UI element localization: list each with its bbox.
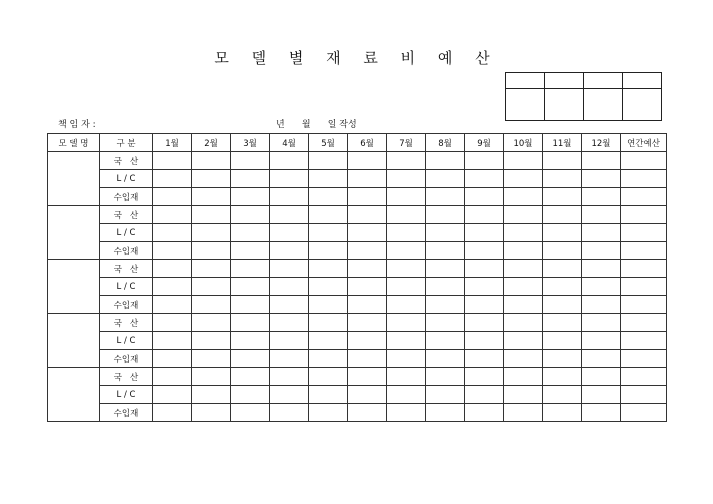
approval-sign-cell[interactable] — [584, 89, 623, 121]
month-cell[interactable] — [348, 224, 387, 242]
column-header: 4월 — [270, 134, 309, 152]
month-cell[interactable] — [543, 188, 582, 206]
month-cell[interactable] — [153, 404, 192, 422]
category-label: 국 산 — [100, 314, 153, 332]
month-cell[interactable] — [543, 368, 582, 386]
month-cell[interactable] — [231, 368, 270, 386]
month-cell[interactable] — [504, 206, 543, 224]
month-cell[interactable] — [504, 332, 543, 350]
manager-label: 책 임 자 : — [58, 120, 96, 130]
month-cell[interactable] — [153, 152, 192, 170]
category-label: 국 산 — [100, 206, 153, 224]
month-cell[interactable] — [465, 368, 504, 386]
approval-header-cell[interactable] — [545, 73, 584, 89]
approval-sign-cell[interactable] — [623, 89, 662, 121]
month-cell[interactable] — [543, 242, 582, 260]
column-header: 모 델 명 — [48, 134, 100, 152]
month-cell[interactable] — [387, 314, 426, 332]
month-cell[interactable] — [270, 332, 309, 350]
approval-header-cell[interactable] — [623, 73, 662, 89]
month-cell[interactable] — [387, 350, 426, 368]
column-header: 8월 — [426, 134, 465, 152]
month-cell[interactable] — [231, 278, 270, 296]
annual-budget-cell[interactable] — [621, 386, 667, 404]
table-row — [48, 278, 667, 296]
month-cell[interactable] — [270, 242, 309, 260]
month-cell[interactable] — [504, 350, 543, 368]
month-cell[interactable] — [504, 278, 543, 296]
month-cell[interactable] — [387, 224, 426, 242]
month-cell[interactable] — [192, 332, 231, 350]
category-label: 국 산 — [100, 260, 153, 278]
month-cell[interactable] — [387, 332, 426, 350]
month-cell[interactable] — [309, 350, 348, 368]
month-cell[interactable] — [231, 206, 270, 224]
month-cell[interactable] — [543, 296, 582, 314]
month-cell[interactable] — [582, 296, 621, 314]
month-cell[interactable] — [309, 242, 348, 260]
month-cell[interactable] — [231, 224, 270, 242]
month-cell[interactable] — [153, 224, 192, 242]
table-row — [48, 170, 667, 188]
table-row — [48, 314, 667, 332]
month-cell[interactable] — [543, 224, 582, 242]
month-cell[interactable] — [582, 242, 621, 260]
month-cell[interactable] — [270, 206, 309, 224]
annual-budget-cell[interactable] — [621, 224, 667, 242]
month-cell[interactable] — [153, 386, 192, 404]
month-cell[interactable] — [582, 170, 621, 188]
month-cell[interactable] — [348, 278, 387, 296]
month-cell[interactable] — [543, 404, 582, 422]
category-label: L / C — [100, 170, 153, 188]
month-cell[interactable] — [426, 350, 465, 368]
month-cell[interactable] — [465, 224, 504, 242]
month-cell[interactable] — [192, 242, 231, 260]
month-cell[interactable] — [543, 152, 582, 170]
month-cell[interactable] — [465, 404, 504, 422]
approval-sign-cell[interactable] — [545, 89, 584, 121]
month-cell[interactable] — [465, 242, 504, 260]
month-cell[interactable] — [309, 404, 348, 422]
category-label: L / C — [100, 278, 153, 296]
column-header: 6월 — [348, 134, 387, 152]
month-cell[interactable] — [192, 368, 231, 386]
month-cell[interactable] — [387, 188, 426, 206]
month-cell[interactable] — [270, 170, 309, 188]
month-cell[interactable] — [504, 296, 543, 314]
month-cell[interactable] — [192, 224, 231, 242]
annual-budget-cell[interactable] — [621, 296, 667, 314]
month-cell[interactable] — [387, 170, 426, 188]
month-cell[interactable] — [153, 350, 192, 368]
table-row — [48, 242, 667, 260]
month-cell[interactable] — [231, 350, 270, 368]
month-cell[interactable] — [582, 404, 621, 422]
column-header: 12월 — [582, 134, 621, 152]
month-cell[interactable] — [543, 332, 582, 350]
month-cell[interactable] — [465, 332, 504, 350]
month-cell[interactable] — [504, 152, 543, 170]
month-cell[interactable] — [309, 314, 348, 332]
table-row — [48, 206, 667, 224]
month-cell[interactable] — [387, 296, 426, 314]
table-row — [48, 368, 667, 386]
month-cell[interactable] — [192, 314, 231, 332]
month-cell[interactable] — [153, 206, 192, 224]
month-cell[interactable] — [231, 188, 270, 206]
column-header: 5월 — [309, 134, 348, 152]
month-cell[interactable] — [231, 260, 270, 278]
month-cell[interactable] — [504, 314, 543, 332]
month-cell[interactable] — [231, 314, 270, 332]
month-cell[interactable] — [192, 170, 231, 188]
header-row — [48, 134, 667, 152]
annual-budget-cell[interactable] — [621, 278, 667, 296]
table-row — [48, 332, 667, 350]
annual-budget-cell[interactable] — [621, 152, 667, 170]
month-cell[interactable] — [543, 206, 582, 224]
annual-budget-cell[interactable] — [621, 368, 667, 386]
month-cell[interactable] — [231, 296, 270, 314]
month-cell[interactable] — [348, 242, 387, 260]
column-header: 연간예산 — [621, 134, 667, 152]
month-cell[interactable] — [465, 206, 504, 224]
month-cell[interactable] — [582, 152, 621, 170]
month-cell[interactable] — [270, 314, 309, 332]
month-cell[interactable] — [192, 260, 231, 278]
table-row — [48, 350, 667, 368]
date-label: 년 월 일 작성 — [276, 120, 357, 130]
month-cell[interactable] — [348, 332, 387, 350]
month-cell[interactable] — [582, 188, 621, 206]
month-cell[interactable] — [231, 332, 270, 350]
month-cell[interactable] — [348, 368, 387, 386]
month-cell[interactable] — [153, 296, 192, 314]
category-label: 수입재 — [100, 188, 153, 206]
month-cell[interactable] — [426, 386, 465, 404]
annual-budget-cell[interactable] — [621, 260, 667, 278]
month-cell[interactable] — [582, 314, 621, 332]
month-cell[interactable] — [426, 224, 465, 242]
approval-box — [505, 72, 662, 121]
month-cell[interactable] — [348, 188, 387, 206]
month-cell[interactable] — [426, 188, 465, 206]
model-name-cell[interactable] — [48, 314, 100, 368]
month-cell[interactable] — [543, 260, 582, 278]
month-cell[interactable] — [153, 188, 192, 206]
month-cell[interactable] — [543, 314, 582, 332]
month-cell[interactable] — [465, 314, 504, 332]
month-cell[interactable] — [543, 350, 582, 368]
month-cell[interactable] — [192, 296, 231, 314]
category-label: 수입재 — [100, 404, 153, 422]
month-cell[interactable] — [192, 152, 231, 170]
month-cell[interactable] — [153, 242, 192, 260]
column-header: 3월 — [231, 134, 270, 152]
table-row — [48, 260, 667, 278]
month-cell[interactable] — [270, 368, 309, 386]
month-cell[interactable] — [387, 278, 426, 296]
annual-budget-cell[interactable] — [621, 242, 667, 260]
month-cell[interactable] — [309, 368, 348, 386]
month-cell[interactable] — [426, 242, 465, 260]
table-row — [48, 386, 667, 404]
month-cell[interactable] — [309, 332, 348, 350]
month-cell[interactable] — [504, 188, 543, 206]
month-cell[interactable] — [192, 404, 231, 422]
category-label: 수입재 — [100, 350, 153, 368]
category-label: 국 산 — [100, 368, 153, 386]
annual-budget-cell[interactable] — [621, 170, 667, 188]
month-cell[interactable] — [582, 386, 621, 404]
annual-budget-cell[interactable] — [621, 332, 667, 350]
month-cell[interactable] — [192, 386, 231, 404]
month-cell[interactable] — [348, 350, 387, 368]
column-header: 구 분 — [100, 134, 153, 152]
table-row — [48, 404, 667, 422]
approval-header-cell[interactable] — [506, 73, 545, 89]
table-row — [48, 224, 667, 242]
month-cell[interactable] — [309, 278, 348, 296]
month-cell[interactable] — [582, 350, 621, 368]
month-cell[interactable] — [192, 206, 231, 224]
model-name-cell[interactable] — [48, 152, 100, 206]
month-cell[interactable] — [270, 296, 309, 314]
month-cell[interactable] — [348, 314, 387, 332]
month-cell[interactable] — [231, 386, 270, 404]
month-cell[interactable] — [270, 152, 309, 170]
model-name-cell[interactable] — [48, 368, 100, 422]
month-cell[interactable] — [426, 368, 465, 386]
month-cell[interactable] — [270, 260, 309, 278]
month-cell[interactable] — [348, 386, 387, 404]
month-cell[interactable] — [231, 242, 270, 260]
month-cell[interactable] — [387, 242, 426, 260]
month-cell[interactable] — [153, 170, 192, 188]
month-cell[interactable] — [582, 260, 621, 278]
month-cell[interactable] — [309, 386, 348, 404]
category-label: L / C — [100, 224, 153, 242]
month-cell[interactable] — [465, 170, 504, 188]
month-cell[interactable] — [504, 242, 543, 260]
month-cell[interactable] — [231, 170, 270, 188]
month-cell[interactable] — [348, 152, 387, 170]
month-cell[interactable] — [465, 188, 504, 206]
month-cell[interactable] — [309, 152, 348, 170]
month-cell[interactable] — [231, 404, 270, 422]
table-row — [48, 188, 667, 206]
approval-header-cell[interactable] — [584, 73, 623, 89]
column-header: 11월 — [543, 134, 582, 152]
month-cell[interactable] — [270, 278, 309, 296]
model-name-cell[interactable] — [48, 206, 100, 260]
column-header: 9월 — [465, 134, 504, 152]
month-cell[interactable] — [153, 368, 192, 386]
month-cell[interactable] — [309, 296, 348, 314]
annual-budget-cell[interactable] — [621, 206, 667, 224]
month-cell[interactable] — [309, 188, 348, 206]
month-cell[interactable] — [309, 206, 348, 224]
month-cell[interactable] — [426, 314, 465, 332]
month-cell[interactable] — [426, 206, 465, 224]
month-cell[interactable] — [426, 170, 465, 188]
month-cell[interactable] — [348, 296, 387, 314]
month-cell[interactable] — [426, 332, 465, 350]
month-cell[interactable] — [270, 386, 309, 404]
month-cell[interactable] — [582, 368, 621, 386]
month-cell[interactable] — [387, 404, 426, 422]
page-title: 모 델 별 재 료 비 예 산 — [214, 49, 499, 67]
month-cell[interactable] — [348, 260, 387, 278]
month-cell[interactable] — [348, 206, 387, 224]
month-cell[interactable] — [309, 170, 348, 188]
month-cell[interactable] — [504, 224, 543, 242]
annual-budget-cell[interactable] — [621, 404, 667, 422]
month-cell[interactable] — [465, 296, 504, 314]
month-cell[interactable] — [543, 386, 582, 404]
column-header: 7월 — [387, 134, 426, 152]
model-name-cell[interactable] — [48, 260, 100, 314]
month-cell[interactable] — [270, 188, 309, 206]
month-cell[interactable] — [348, 170, 387, 188]
month-cell[interactable] — [348, 404, 387, 422]
month-cell[interactable] — [465, 350, 504, 368]
month-cell[interactable] — [231, 152, 270, 170]
column-header: 10월 — [504, 134, 543, 152]
month-cell[interactable] — [153, 260, 192, 278]
approval-sign-cell[interactable] — [506, 89, 545, 121]
month-cell[interactable] — [309, 224, 348, 242]
month-cell[interactable] — [426, 152, 465, 170]
month-cell[interactable] — [543, 278, 582, 296]
month-cell[interactable] — [387, 206, 426, 224]
category-label: 국 산 — [100, 152, 153, 170]
month-cell[interactable] — [426, 278, 465, 296]
month-cell[interactable] — [426, 260, 465, 278]
table-row — [48, 152, 667, 170]
annual-budget-cell[interactable] — [621, 188, 667, 206]
month-cell[interactable] — [426, 296, 465, 314]
month-cell[interactable] — [582, 224, 621, 242]
month-cell[interactable] — [153, 278, 192, 296]
month-cell[interactable] — [387, 152, 426, 170]
month-cell[interactable] — [504, 386, 543, 404]
category-label: L / C — [100, 332, 153, 350]
category-label: L / C — [100, 386, 153, 404]
column-header: 1월 — [153, 134, 192, 152]
month-cell[interactable] — [153, 314, 192, 332]
budget-table — [47, 133, 667, 422]
month-cell[interactable] — [270, 224, 309, 242]
month-cell[interactable] — [192, 350, 231, 368]
month-cell[interactable] — [504, 404, 543, 422]
month-cell[interactable] — [504, 368, 543, 386]
category-label: 수입재 — [100, 242, 153, 260]
month-cell[interactable] — [465, 278, 504, 296]
month-cell[interactable] — [465, 152, 504, 170]
annual-budget-cell[interactable] — [621, 314, 667, 332]
month-cell[interactable] — [309, 260, 348, 278]
month-cell[interactable] — [504, 170, 543, 188]
month-cell[interactable] — [582, 332, 621, 350]
month-cell[interactable] — [387, 368, 426, 386]
category-label: 수입재 — [100, 296, 153, 314]
month-cell[interactable] — [270, 350, 309, 368]
month-cell[interactable] — [426, 404, 465, 422]
month-cell[interactable] — [387, 260, 426, 278]
month-cell[interactable] — [543, 170, 582, 188]
column-header: 2월 — [192, 134, 231, 152]
month-cell[interactable] — [270, 404, 309, 422]
month-cell[interactable] — [465, 386, 504, 404]
month-cell[interactable] — [387, 386, 426, 404]
month-cell[interactable] — [465, 260, 504, 278]
month-cell[interactable] — [582, 278, 621, 296]
table-row — [48, 296, 667, 314]
month-cell[interactable] — [582, 206, 621, 224]
month-cell[interactable] — [192, 278, 231, 296]
annual-budget-cell[interactable] — [621, 350, 667, 368]
month-cell[interactable] — [153, 332, 192, 350]
month-cell[interactable] — [504, 260, 543, 278]
month-cell[interactable] — [192, 188, 231, 206]
